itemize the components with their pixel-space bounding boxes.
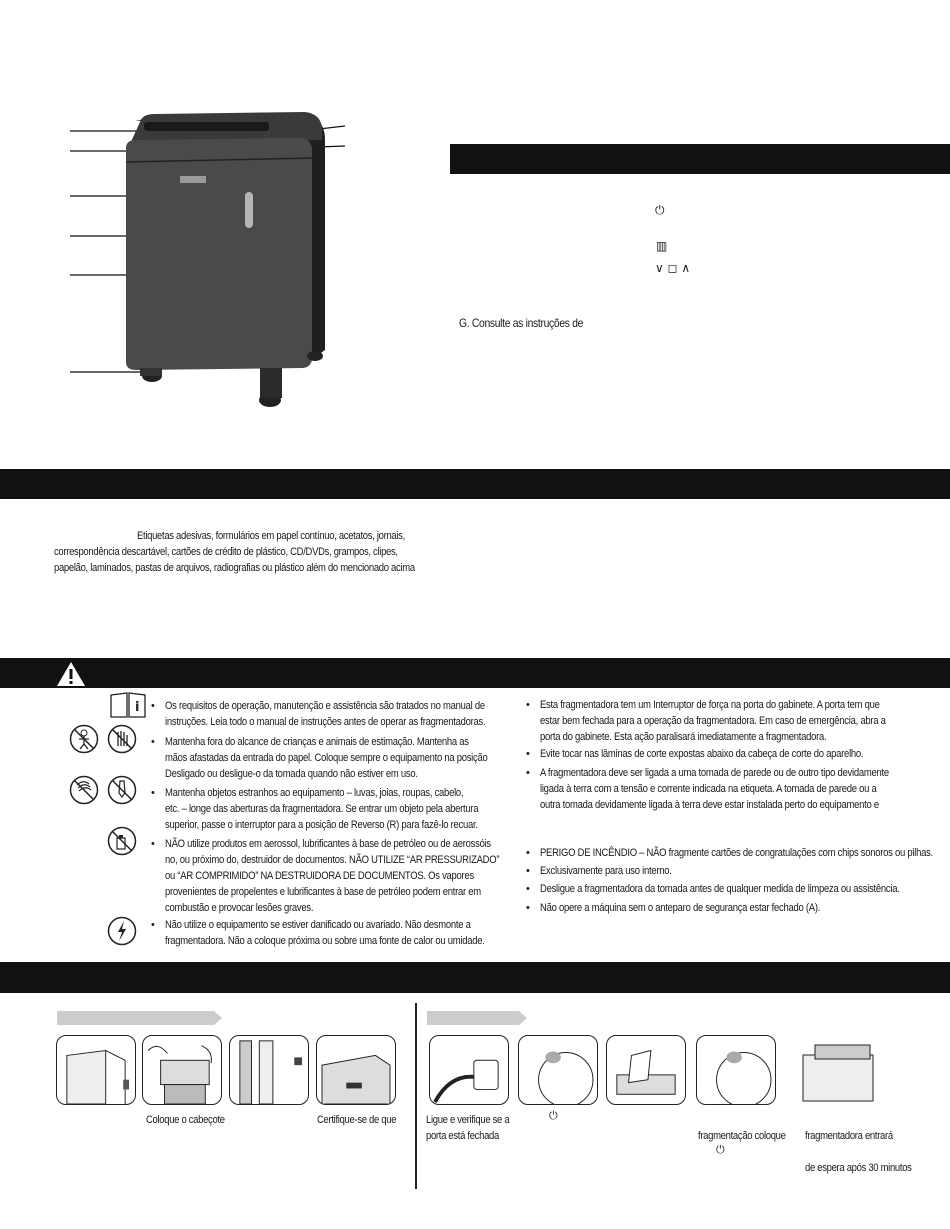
- safety-bullet-item: [526, 881, 926, 897]
- safety-line: Os requisitos de operação, manutenção e assistência são tratados no manual de: [165, 700, 485, 712]
- safety-line: porta do gabinete. Esta ação paralisará imediatamente a fragmentadora.: [540, 731, 827, 743]
- bullet-dot: •: [151, 919, 155, 931]
- step-auto-standby-image: [795, 1035, 890, 1105]
- safety-line: Esta fragmentadora tem um Interruptor de força na porta do gabinete. A porta tem que: [540, 699, 880, 711]
- safety-line: Exclusivamente para uso interno.: [540, 865, 672, 877]
- safety-bullet-item: [151, 734, 551, 782]
- safety-line: provenientes de propelentes e lubrificantes à base de petróleo podem entrar em: [165, 886, 481, 898]
- step-head-image: [142, 1035, 222, 1105]
- caption-plug-line-1: Ligue e verifique se a: [426, 1114, 510, 1126]
- safety-line: no, ou próximo do, destruidor de documentos. NÃO UTILIZE “AR PRESSURIZADO”: [165, 854, 500, 866]
- setup-header-bar: [0, 962, 950, 993]
- bin-full-icon: ▥: [656, 239, 668, 253]
- shred-list-line-3: papelão, laminados, pastas de arquivos, radiografias ou plástico além do mencionado acima: [54, 562, 415, 574]
- caption-frag-power-icon: ⏻: [716, 1143, 725, 1156]
- safety-line: ligada à terra com a tensão e corrente indicada na etiqueta. A tomada de parede ou a: [540, 783, 877, 795]
- safety-line: outra tomada devidamente ligada à terra deve estar instalada perto do equipamento e: [540, 799, 879, 811]
- operation-step-tab: [427, 1011, 527, 1025]
- step-feed-paper-image: [606, 1035, 686, 1105]
- power-icon: ⏻: [655, 203, 665, 217]
- safety-bullet-item: [151, 698, 551, 730]
- safety-line: combustão e provocar lesões graves.: [165, 902, 314, 914]
- step-door-image: [229, 1035, 309, 1105]
- step-bin-image: [56, 1035, 136, 1105]
- feed-indicator-icons: ∨ ◻ ∧: [655, 261, 691, 275]
- section-header-bar: [0, 469, 950, 499]
- safety-line: etc. – longe das aberturas da fragmentadora. Se entrar um objeto pela abertura: [165, 803, 479, 815]
- safety-bullet-item: [526, 863, 926, 879]
- bullet-dot: •: [526, 767, 530, 779]
- step-power-button-image: [518, 1035, 598, 1105]
- warning-icon: [56, 661, 86, 687]
- safety-line: A fragmentadora deve ser ligada a uma tomada de parede ou de outro tipo devidamente: [540, 767, 889, 779]
- assembly-step-tab: [57, 1011, 222, 1025]
- step-wall-outlet-image: [429, 1035, 509, 1105]
- bullet-dot: •: [526, 748, 530, 760]
- safety-line: NÃO utilize produtos em aerossol, lubrificantes à base de petróleo ou de aerossóis: [165, 838, 491, 850]
- safety-bullet-item: [151, 836, 551, 916]
- bullet-dot: •: [526, 902, 530, 914]
- safety-line: ou “AR COMPRIMIDO” NA DESTRUIDORA DE DOCUMENTOS. Os vapores: [165, 870, 474, 882]
- safety-bullet-item: [526, 845, 933, 861]
- safety-line: estar bem fechada para a operação da fragmentadora. Em caso de emergência, abra a: [540, 715, 886, 727]
- safety-line: fragmentadora. Não a coloque próxima ou sobre uma fonte de calor ou umidade.: [165, 935, 485, 947]
- safety-bullet-item: [151, 785, 551, 833]
- safety-line: superior, passe o interruptor para a posição de Reverso (R) para fazê-lo recuar.: [165, 819, 478, 831]
- caption-plug-line-2: porta está fechada: [426, 1130, 499, 1142]
- safety-line: Desligado ou desligue-o da tomada quando não estiver em uso.: [165, 768, 418, 780]
- safety-header-bar: [0, 658, 950, 688]
- safety-line: Mantenha objetos estranhos ao equipamento – luvas, joias, roupas, cabelo,: [165, 787, 464, 799]
- safety-line: Não utilize o equipamento se estiver danificado ou avariado. Não desmonte a: [165, 919, 471, 931]
- safety-bullet-item: [526, 900, 926, 916]
- bullet-dot: •: [151, 700, 155, 712]
- safety-line: PERIGO DE INCÊNDIO – NÃO fragmente cartões de congratulações com chips sonoros ou pilhas.: [540, 847, 933, 859]
- manual-info-icon: [109, 691, 147, 719]
- electric-hazard-icon: [107, 916, 137, 946]
- safety-bullet-item: [151, 917, 551, 949]
- no-children-icon: [69, 724, 99, 754]
- bullet-dot: •: [151, 736, 155, 748]
- safety-line: instruções. Leia todo o manual de instruções antes de operar as fragmentadoras.: [165, 716, 486, 728]
- no-hands-icon: [107, 724, 137, 754]
- spec-item-g: G. Consulte as instruções de: [459, 316, 584, 330]
- safety-bullet-item: [526, 765, 926, 813]
- safety-line: Evite tocar nas lâminas de corte expostas abaixo da cabeça de corte do aparelho.: [540, 748, 864, 760]
- bullet-dot: •: [526, 847, 530, 859]
- safety-line: Mantenha fora do alcance de crianças e animais de estimação. Mantenha as: [165, 736, 469, 748]
- shred-list-line-1: Etiquetas adesivas, formulários em papel contínuo, acetatos, jornais,: [137, 530, 405, 542]
- bullet-dot: •: [151, 787, 155, 799]
- caption-power-icon: ⏻: [549, 1109, 558, 1122]
- bullet-dot: •: [526, 883, 530, 895]
- safety-bullet-item: [526, 746, 926, 762]
- specs-header-bar: [450, 144, 950, 174]
- shredder-illustration: [40, 100, 360, 430]
- bullet-dot: •: [151, 838, 155, 850]
- safety-line: mãos afastadas da entrada do papel. Coloque sempre o equipamento na posição: [165, 752, 488, 764]
- bullet-dot: •: [526, 865, 530, 877]
- step-plug-image: [316, 1035, 396, 1105]
- svg-text:i: i: [135, 700, 140, 715]
- caption-certify: Certifique-se de que: [317, 1114, 397, 1126]
- caption-place-head: Coloque o cabeçote: [146, 1114, 225, 1126]
- caption-auto-line-2: de espera após 30 minutos: [805, 1162, 912, 1174]
- safety-bullet-item: [526, 697, 926, 745]
- no-hair-icon: [69, 775, 99, 805]
- step-reverse-button-image: [696, 1035, 776, 1105]
- shred-list-line-2: correspondência descartável, cartões de crédito de plástico, CD/DVDs, grampos, clipes,: [54, 546, 398, 558]
- caption-auto-line-1: fragmentadora entrará: [805, 1130, 893, 1142]
- safety-line: Não opere a máquina sem o anteparo de segurança estar fechado (A).: [540, 902, 821, 914]
- step-divider: [415, 1003, 417, 1189]
- caption-fragmentation: fragmentação coloque: [698, 1130, 786, 1142]
- no-aerosol-icon: [107, 826, 137, 856]
- safety-line: Desligue a fragmentadora da tomada antes de qualquer medida de limpeza ou assistência.: [540, 883, 900, 895]
- bullet-dot: •: [526, 699, 530, 711]
- no-tie-icon: [107, 775, 137, 805]
